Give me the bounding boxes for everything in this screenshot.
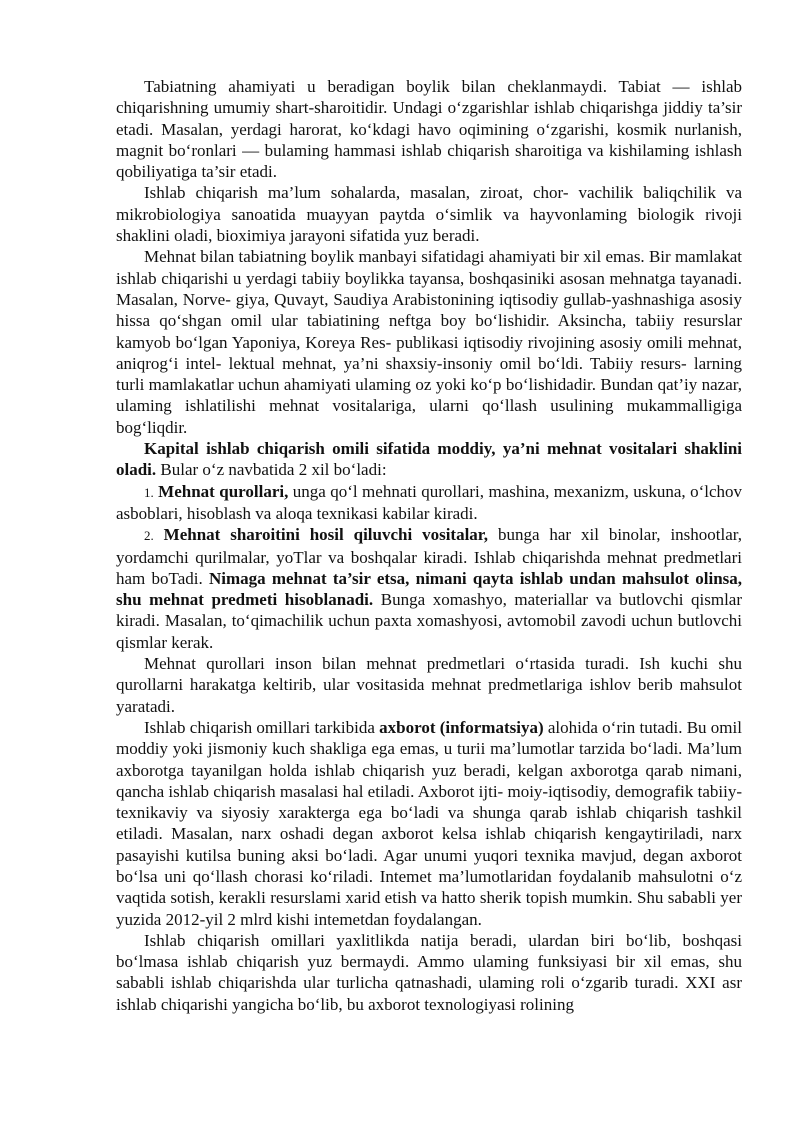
list-item-2-number: 2.	[144, 528, 154, 544]
paragraph-2: Ishlab chiqarish ma’lum sohalarda, masalan, ziroat, chor- vachilik baliqchilik va mikrobiologiya sanoatida muayyan paytda o‘simlik va hayvonlaming biologik rivoji shaklini oladi, bioximiya jarayoni sifatida yuz beradi.	[116, 183, 742, 246]
list-item-2-bold-definition: Nimaga mehnat ta’sir etsa, nimani qayta ishlab undan mahsulot olinsa, shu mehnat predmeti hisoblanadi.	[116, 568, 743, 610]
paragraph-4-bold: Kapital ishlab chiqarish omili sifatida moddiy, ya’ni mehnat vositalari shaklini oladi.	[116, 439, 742, 480]
list-item-1-number: 1.	[144, 484, 154, 500]
paragraph-8	[116, 717, 742, 930]
paragraph-8-text: alohida o‘rin tutadi. Bu omil moddiy yoki jismoniy kuch shakliga ega emas, u turii ma’lumotlar tarzida bo‘ladi. Ma’lum axborotga tayanilgan holda ishlab chiqarish yuz beradi, kelgan axborotga qarab nimani, qancha ishlab chiqarish masalasi hal etiladi. Axborot ijti- moiy-iqtisodiy, demografik tabiiy-texnikaviy va siyosiy xarakterga ega bo‘ladi va shunga qarab ishlab chiqarish tashkil etiladi. Masalan, narx oshadi degan axborot kelsa ishlab chiqarish kengaytiriladi, narx pasayishi kutilsa buning aksi bo‘ladi. Agar unumi yuqori texnika mavjud, degan axborot bo‘lsa uni qo‘llash chorasi ko‘riladi. Intemet ma’lumotlaridan foydalanib mahsulotni o‘z vaqtida sotish, kerakli resurslami xarid etish va hatto sherik topish mumkin. Shu sababli yer yuzida 2012-yil 2 mlrd kishi intemetdan foydalangan.	[116, 717, 742, 929]
paragraph-4	[116, 438, 742, 481]
paragraph-4-text: Bular o‘z navbatida 2 xil bo‘ladi:	[156, 460, 387, 480]
list-item-1	[116, 481, 742, 525]
paragraph-8-bold: axborot (informatsiya)	[379, 717, 544, 737]
paragraph-7: Mehnat qurollari inson bilan mehnat predmetlari o‘rtasida turadi. Ish kuchi shu qurollarni harakatga keltirib, ular vositasida mehnat predmetlariga ishlov berib mahsulot yaratadi.	[116, 654, 742, 716]
list-item-1-text: unga qo‘l mehnati qurollari, mashina, mexanizm, uskuna, o‘lchov asboblari, hisoblash va aloqa texnikasi kabilar kiradi.	[116, 481, 743, 523]
paragraph-1: Tabiatning ahamiyati u beradigan boylik bilan cheklanmaydi. Tabiat — ishlab chiqarishning umumiy shart-sharoitidir. Undagi o‘zgarishlar ishlab chiqarishga jiddiy ta’sir etadi. Masalan, yerdagi harorat, ko‘kdagi havo oqimining o‘zgarishi, kosmik nurlanish, magnit bo‘ronlari — bulaming hammasi ishlab chiqarish sharoitiga va kishilaming ishlash qobiliyatiga ta’sir etadi.	[116, 77, 742, 182]
list-item-2	[116, 524, 742, 653]
list-item-1-bold: Mehnat qurollari,	[158, 481, 289, 501]
list-item-2-text-end: Bunga xomashyo, materiallar va butlovchi qismlar kiradi. Masalan, to‘qimachilik uchun paxta xomashyosi, avtomobil zavodi uchun butlovchi qismlar kerak.	[116, 590, 742, 652]
paragraph-3: Mehnat bilan tabiatning boylik manbayi sifatidagi ahamiyati bir xil emas. Bir mamlakat ishlab chiqarishi u yerdagi tabiiy boylikka tayansa, boshqasiniki asosan mehnatga tayanadi. Masalan, Norve- giya, Quvayt, Saudiya Arabistonining iqtisodiy gullab-yashnashiga asosiy hissa qo‘shgan omil ular tabiatining neftga boy bo‘lishidir. Aksincha, tabiiy resurslar kamyob bo‘lgan Yaponiya, Koreya Res- publikasi iqtisodiy rivojining asosiy omili mehnat, aniqrog‘i intel- lektual mehnat, ya’ni shaxsiy-insoniy omil bo‘ldi. Tabiiy resurs- larning turli mamlakatlar uchun ahamiyati ulaming oz yoki ko‘p bo‘lishidadir. Bundan qat’iy nazar, ulaming ishlatilishi mehnat vositalariga, ularni qo‘llash usulining mukammalligiga bog‘liqdir.	[116, 247, 742, 437]
paragraph-8-start: Ishlab chiqarish omillari tarkibida	[144, 717, 380, 737]
list-item-2-bold: Mehnat sharoitini hosil qiluvchi vositalar,	[163, 525, 489, 545]
paragraph-9: Ishlab chiqarish omillari yaxlitlikda natija beradi, ulardan biri bo‘lib, boshqasi bo‘lmasa ishlab chiqarish yuz bermaydi. Ammo ulaming funksiyasi bir xil emas, shu sababli ishlab chiqarishda ular turlicha qatnashadi, ulaming roli o‘zgarib turadi. XXI asr ishlab chiqarishi yangicha bo‘lib, bu axborot texnologiyasi rolining	[116, 930, 742, 1014]
list-item-2-text: bunga har xil binolar, inshootlar, yordamchi qurilmalar, yoTlar va boshqalar kiradi. Ishlab chiqarishda mehnat predmetlari ham boTadi.	[116, 525, 743, 588]
